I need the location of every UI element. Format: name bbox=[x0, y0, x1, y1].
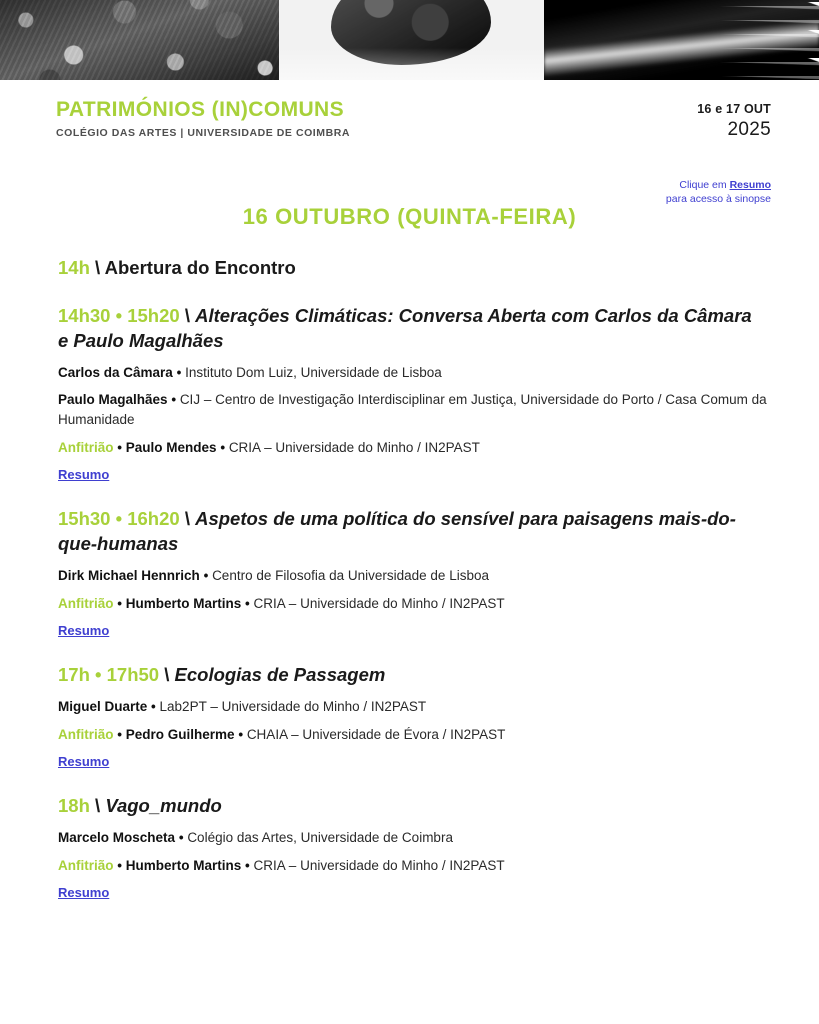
speaker-row bbox=[58, 697, 767, 717]
host-bullet-2: • bbox=[245, 857, 250, 873]
host-affiliation: CRIA – Universidade do Minho / IN2PAST bbox=[253, 595, 505, 611]
host-affiliation: CRIA – Universidade do Minho / IN2PAST bbox=[228, 439, 480, 455]
session-separator: \ bbox=[184, 508, 190, 530]
host-row bbox=[58, 725, 767, 745]
speaker-name: Miguel Duarte bbox=[58, 699, 148, 715]
session-heading bbox=[58, 304, 767, 354]
header-banner-images bbox=[0, 0, 819, 80]
speaker-row bbox=[58, 390, 767, 429]
speaker-affiliation: Colégio das Artes, Universidade de Coimbra bbox=[187, 830, 453, 846]
speaker-row bbox=[58, 828, 767, 848]
event-year: 2025 bbox=[727, 118, 771, 140]
session-heading bbox=[58, 256, 767, 281]
host-bullet: • bbox=[117, 726, 122, 742]
host-name: Humberto Martins bbox=[125, 595, 242, 611]
session-heading bbox=[58, 507, 767, 557]
host-bullet-2: • bbox=[245, 595, 250, 611]
host-bullet: • bbox=[117, 857, 122, 873]
session-title: Abertura do Encontro bbox=[104, 257, 296, 278]
session-item bbox=[58, 507, 767, 640]
event-dates-line: 16 e 17 OUT bbox=[697, 102, 771, 116]
session-item bbox=[58, 794, 767, 902]
session-separator: \ bbox=[95, 795, 101, 817]
speaker-bullet: • bbox=[176, 364, 182, 380]
session-title: Ecologias de Passagem bbox=[174, 664, 386, 686]
host-row bbox=[58, 594, 767, 614]
host-affiliation: CHAIA – Universidade de Évora / IN2PAST bbox=[246, 726, 506, 742]
session-item bbox=[58, 304, 767, 484]
speaker-row bbox=[58, 363, 767, 383]
host-row bbox=[58, 856, 767, 876]
host-bullet-2: • bbox=[238, 726, 244, 742]
host-row bbox=[58, 438, 767, 458]
resumo-instruction-link[interactable]: Resumo bbox=[729, 179, 771, 191]
banner-image-rock-texture bbox=[0, 0, 279, 80]
host-label: Anfitrião bbox=[58, 857, 114, 873]
host-bullet-2: • bbox=[220, 439, 226, 455]
document-header bbox=[0, 80, 819, 142]
session-time: 14h bbox=[58, 257, 90, 278]
host-name: Paulo Mendes bbox=[125, 439, 217, 455]
event-dates bbox=[697, 102, 771, 141]
day-title: 16 OUTUBRO (QUINTA-FEIRA) bbox=[242, 204, 577, 229]
speaker-affiliation: Centro de Filosofia da Universidade de Lisboa bbox=[212, 568, 489, 584]
session-time: 14h30 • 15h20 bbox=[58, 304, 180, 326]
speaker-name: Marcelo Moscheta bbox=[58, 830, 176, 846]
session-title: Alterações Climáticas: Conversa Aberta com Carlos da Câmara e Paulo Magalhães bbox=[58, 304, 752, 351]
session-time: 17h • 17h50 bbox=[58, 664, 160, 686]
session-item bbox=[58, 663, 767, 771]
host-affiliation: CRIA – Universidade do Minho / IN2PAST bbox=[253, 857, 505, 873]
program-list bbox=[0, 230, 819, 902]
host-bullet: • bbox=[117, 595, 122, 611]
speaker-name: Carlos da Câmara bbox=[58, 364, 173, 380]
resumo-instruction-line1 bbox=[666, 178, 771, 192]
speaker-affiliation: Instituto Dom Luiz, Universidade de Lisboa bbox=[185, 364, 442, 380]
session-item bbox=[58, 256, 767, 281]
host-bullet: • bbox=[117, 439, 122, 455]
banner-image-sea-wave bbox=[544, 0, 819, 80]
resumo-instruction-prefix: Clique em bbox=[679, 179, 730, 191]
speaker-bullet: • bbox=[178, 830, 184, 846]
speaker-bullet: • bbox=[171, 392, 177, 408]
host-label: Anfitrião bbox=[58, 439, 114, 455]
resumo-link[interactable]: Resumo bbox=[58, 885, 110, 901]
host-name: Pedro Guilherme bbox=[125, 726, 235, 742]
event-subtitle: COLÉGIO DAS ARTES | UNIVERSIDADE DE COIMBRA bbox=[56, 127, 350, 139]
resumo-link[interactable]: Resumo bbox=[58, 754, 110, 770]
speaker-affiliation: CIJ – Centro de Investigação Interdisciplinar em Justiça, Universidade do Porto / Casa Comum da Humanidade bbox=[58, 392, 767, 428]
session-separator: \ bbox=[95, 257, 101, 278]
speaker-affiliation: Lab2PT – Universidade do Minho / IN2PAST bbox=[159, 699, 427, 715]
host-name: Humberto Martins bbox=[125, 857, 242, 873]
session-heading bbox=[58, 663, 767, 688]
session-title: Aspetos de uma política do sensível para paisagens mais-do-que-humanas bbox=[58, 508, 736, 555]
banner-image-stone-on-white bbox=[279, 0, 544, 80]
speaker-name: Dirk Michael Hennrich bbox=[58, 568, 200, 584]
resumo-instruction-note bbox=[666, 178, 771, 206]
speaker-bullet: • bbox=[203, 568, 209, 584]
resumo-link[interactable]: Resumo bbox=[58, 467, 110, 483]
host-label: Anfitrião bbox=[58, 595, 114, 611]
session-separator: \ bbox=[164, 664, 170, 686]
session-heading bbox=[58, 794, 767, 819]
event-title: PATRIMÓNIOS (IN)COMUNS bbox=[56, 98, 345, 121]
session-time: 15h30 • 16h20 bbox=[58, 508, 180, 530]
host-label: Anfitrião bbox=[58, 726, 114, 742]
session-title: Vago_mundo bbox=[105, 795, 222, 817]
speaker-name: Paulo Magalhães bbox=[58, 392, 168, 408]
speaker-bullet: • bbox=[151, 699, 156, 715]
session-separator: \ bbox=[184, 304, 190, 326]
session-time: 18h bbox=[58, 795, 90, 817]
resumo-instruction-line2: para acesso à sinopse bbox=[665, 193, 771, 206]
speaker-row bbox=[58, 566, 767, 586]
resumo-link[interactable]: Resumo bbox=[58, 623, 110, 639]
